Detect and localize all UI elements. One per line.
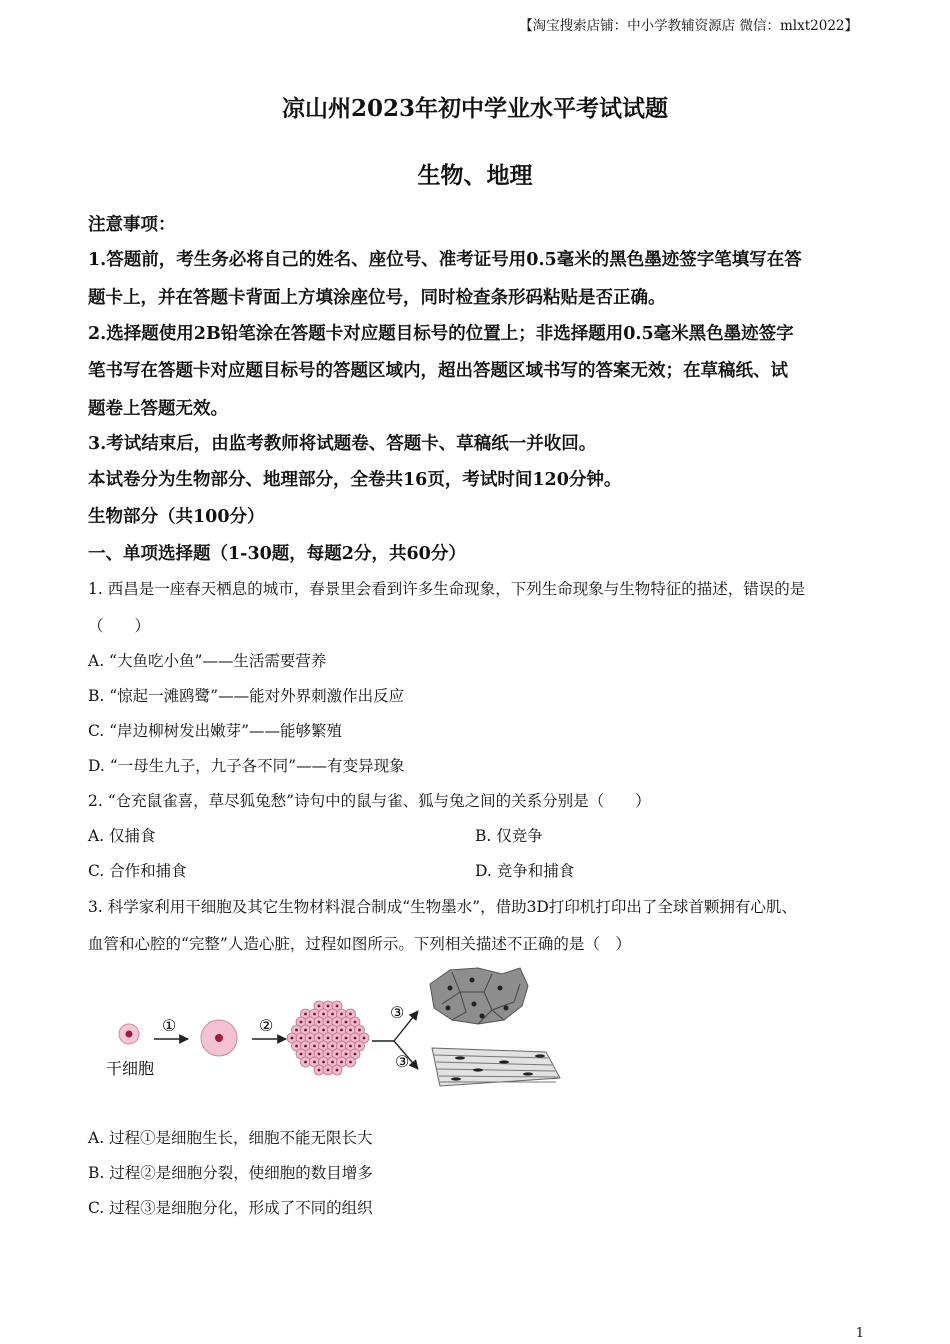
tissue-fibrous xyxy=(432,1048,560,1086)
cluster-cell-nucleus xyxy=(327,1053,330,1056)
q1-option-d: D. “一母生九子，九子各不同”——有变异现象 xyxy=(88,757,405,775)
cluster-cell-nucleus xyxy=(331,1045,334,1048)
cluster-cell-nucleus xyxy=(349,1045,352,1048)
q1-option-c: C. “岸边柳树发出嫩芽”——能够繁殖 xyxy=(88,722,343,740)
cluster-cell-nucleus xyxy=(340,1045,343,1048)
cluster-cell-nucleus xyxy=(313,1013,316,1016)
q1-stem-bracket: （ ） xyxy=(88,617,151,635)
cluster-cell-nucleus xyxy=(336,1021,339,1024)
notice-line: 笔书写在答题卡对应题目标号的答题区域内，超出答题区域书写的答案无效；在草稿纸、试 xyxy=(88,361,788,381)
cluster-cell-nucleus xyxy=(318,1021,321,1024)
cluster-cell-nucleus xyxy=(318,1053,321,1056)
q3-stem: 3. 科学家利用干细胞及其它生物材料混合制成“生物墨水”，借助3D打印机打印出了全球首颗拥有心肌、 xyxy=(88,898,797,916)
cluster-cell-nucleus xyxy=(331,1061,334,1064)
cluster-cell-nucleus xyxy=(354,1053,357,1056)
cell-cluster xyxy=(287,1001,369,1075)
q1-option-a: A. “大鱼吃小鱼”——生活需要营养 xyxy=(88,652,327,670)
q3-option-c: C. 过程③是细胞分化，形成了不同的组织 xyxy=(88,1199,373,1217)
cluster-cell-nucleus xyxy=(349,1013,352,1016)
notice-line: 1.答题前，考生务必将自己的姓名、座位号、准考证号用0.5毫米的黑色墨迹签字笔填写在答 xyxy=(88,250,802,270)
cluster-cell-nucleus xyxy=(309,1037,312,1040)
q3-option-a: A. 过程①是细胞生长，细胞不能无限长大 xyxy=(88,1129,373,1147)
cluster-cell-nucleus xyxy=(354,1037,357,1040)
notice-line: 3.考试结束后，由监考教师将试题卷、答题卡、草稿纸一并收回。 xyxy=(88,434,597,454)
page-subtitle: 生物、地理 xyxy=(417,162,533,189)
stem-cell-small xyxy=(119,1024,139,1044)
cluster-cell-nucleus xyxy=(327,1069,330,1072)
cluster-cell-nucleus xyxy=(322,1029,325,1032)
cluster-cell-nucleus xyxy=(336,1069,339,1072)
cluster-cell-nucleus xyxy=(295,1045,298,1048)
cluster-cell-nucleus xyxy=(304,1061,307,1064)
step-1-label: ① xyxy=(162,1016,177,1035)
cluster-cell-nucleus xyxy=(304,1029,307,1032)
cluster-cell-nucleus xyxy=(345,1037,348,1040)
cluster-cell-nucleus xyxy=(318,1037,321,1040)
cluster-cell-nucleus xyxy=(340,1029,343,1032)
cluster-cell-nucleus xyxy=(309,1021,312,1024)
stem-cell-label: 干细胞 xyxy=(106,1059,155,1078)
q1-option-b: B. “惊起一滩鸥鹭”——能对外界刺激作出反应 xyxy=(88,687,405,705)
cluster-cell-nucleus xyxy=(327,1005,330,1008)
cluster-cell-nucleus xyxy=(340,1061,343,1064)
cluster-cell-nucleus xyxy=(349,1061,352,1064)
notice-line: 题卡上，并在答题卡背面上方填涂座位号，同时检查条形码粘贴是否正确。 xyxy=(88,288,666,308)
cluster-cell-nucleus xyxy=(331,1029,334,1032)
q3-option-b: B. 过程②是细胞分裂，使细胞的数目增多 xyxy=(88,1164,373,1182)
header-note: 【淘宝搜索店铺：中小学教辅资源店 微信：mlxt2022】 xyxy=(519,18,858,34)
cluster-cell-nucleus xyxy=(304,1045,307,1048)
cluster-cell-nucleus xyxy=(358,1045,361,1048)
notice-line: 本试卷分为生物部分、地理部分，全卷共16页，考试时间120分钟。 xyxy=(88,470,622,490)
section-biology: 生物部分（共100分） xyxy=(88,507,265,527)
notice-line: 题卷上答题无效。 xyxy=(88,399,228,419)
cluster-cell-nucleus xyxy=(358,1029,361,1032)
step-3-label-lower: ③ xyxy=(395,1052,410,1071)
notice-heading: 注意事项： xyxy=(88,215,176,235)
tissue-polygonal xyxy=(430,968,528,1024)
cluster-cell-nucleus xyxy=(345,1053,348,1056)
cluster-cell-nucleus xyxy=(327,1037,330,1040)
cluster-cell-nucleus xyxy=(354,1021,357,1024)
cluster-cell-nucleus xyxy=(322,1045,325,1048)
cell-process-figure xyxy=(100,962,580,1098)
q1-stem: 1. 西昌是一座春天栖息的城市，春景里会看到许多生命现象，下列生命现象与生物特征的描述，错误的是 xyxy=(88,580,806,598)
q2-option-d: D. 竞争和捕食 xyxy=(475,862,575,880)
cluster-cell-nucleus xyxy=(313,1045,316,1048)
cluster-cell-nucleus xyxy=(327,1021,330,1024)
cluster-cell-nucleus xyxy=(295,1029,298,1032)
cluster-cell-nucleus xyxy=(304,1013,307,1016)
cluster-cell-nucleus xyxy=(336,1005,339,1008)
cluster-cell-nucleus xyxy=(313,1029,316,1032)
cluster-cell-nucleus xyxy=(336,1053,339,1056)
cell-process-diagram xyxy=(100,962,580,1094)
cluster-cell-nucleus xyxy=(300,1037,303,1040)
step-2-label: ② xyxy=(259,1016,274,1035)
cluster-cell-nucleus xyxy=(349,1029,352,1032)
cluster-cell-nucleus xyxy=(345,1021,348,1024)
page-title: 凉山州2023年初中学业水平考试试题 xyxy=(281,95,668,122)
cluster-cell-nucleus xyxy=(291,1037,294,1040)
notice-line: 2.选择题使用2B铅笔涂在答题卡对应题目标号的位置上；非选择题用0.5毫米黑色墨迹签字 xyxy=(88,324,794,344)
cluster-cell-nucleus xyxy=(331,1013,334,1016)
page-number: 1 xyxy=(855,1326,864,1341)
cluster-cell-nucleus xyxy=(300,1021,303,1024)
cluster-cell-nucleus xyxy=(322,1013,325,1016)
q2-option-a: A. 仅捕食 xyxy=(88,827,156,845)
cluster-cell-nucleus xyxy=(318,1005,321,1008)
cluster-cell-nucleus xyxy=(336,1037,339,1040)
section-one-heading: 一、单项选择题（1-30题，每题2分，共60分） xyxy=(88,544,466,564)
cluster-cell-nucleus xyxy=(318,1069,321,1072)
cluster-cell-nucleus xyxy=(309,1053,312,1056)
cluster-cell-nucleus xyxy=(322,1061,325,1064)
q2-option-b: B. 仅竞争 xyxy=(475,827,543,845)
cluster-cell-nucleus xyxy=(313,1061,316,1064)
cluster-cell-nucleus xyxy=(363,1037,366,1040)
q2-option-c: C. 合作和捕食 xyxy=(88,862,187,880)
q3-stem-line2: 血管和心腔的“完整”人造心脏，过程如图所示。下列相关描述不正确的是（ ） xyxy=(88,935,631,953)
stem-cell-grown xyxy=(201,1020,237,1056)
q2-stem: 2. “仓充鼠雀喜，草尽狐兔愁”诗句中的鼠与雀、狐与兔之间的关系分别是（ ） xyxy=(88,792,651,810)
step-3-label-upper: ③ xyxy=(390,1003,405,1022)
cluster-cell-nucleus xyxy=(300,1053,303,1056)
cluster-cell-nucleus xyxy=(340,1013,343,1016)
